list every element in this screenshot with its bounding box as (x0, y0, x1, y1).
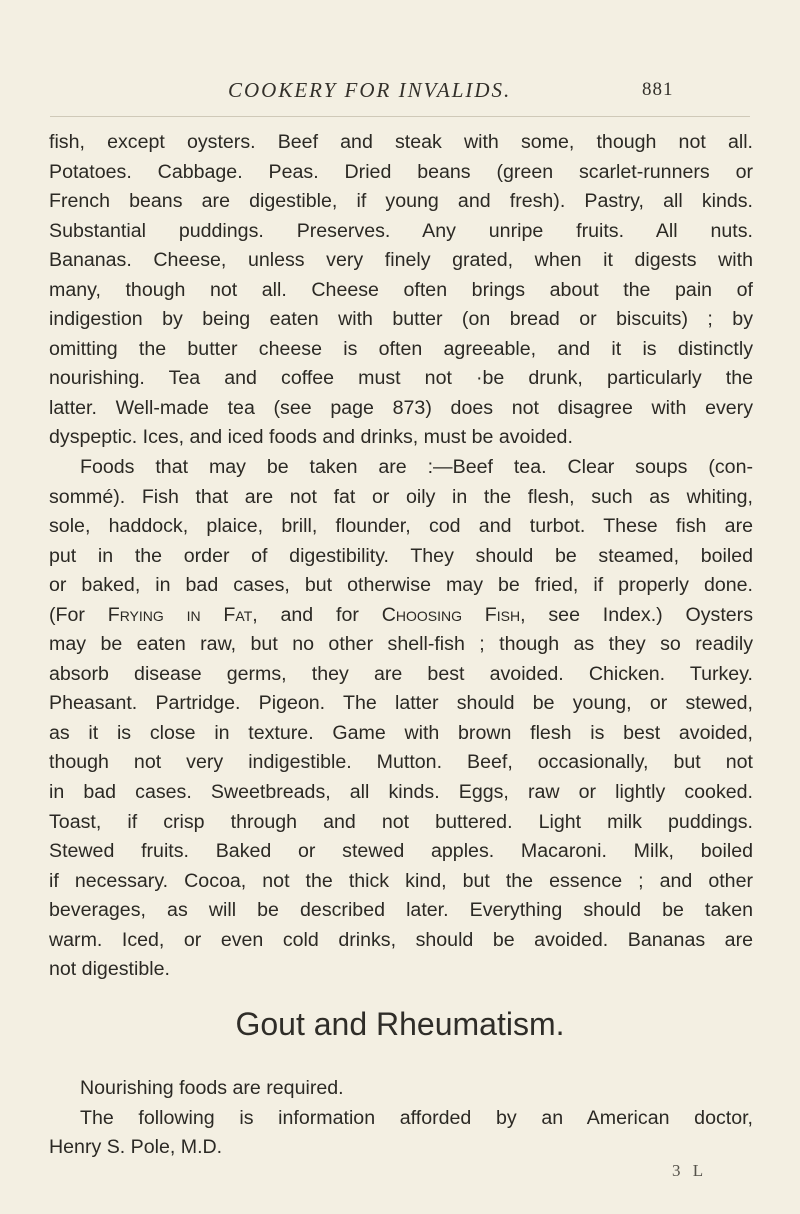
cross-reference: Choosing Fish (381, 603, 521, 626)
text-line: Stewed fruits. Baked or stewed apples. Macaroni. Milk, boiled (49, 840, 753, 863)
text-line: as it is close in texture. Game with brown flesh is best avoided, (49, 721, 753, 744)
body-text (49, 128, 753, 985)
cross-reference: Frying in Fat (107, 603, 253, 626)
text-segment: (For (49, 603, 108, 626)
text-line: latter. Well-made tea (see page 873) does not disagree with every (49, 396, 753, 419)
text-line: Foods that may be taken are :—Beef tea. Clear soups (con- (80, 456, 753, 479)
page-number: 881 (642, 79, 674, 100)
text-line: absorb disease germs, they are best avoided. Chicken. Turkey. (49, 662, 753, 685)
text-line: beverages, as will be described later. Everything should be taken (49, 899, 753, 922)
text-line: Substantial puddings. Preserves. Any unripe fruits. All nuts. (49, 219, 753, 242)
text-line: nourishing. Tea and coffee must not ·be drunk, particularly the (49, 367, 753, 390)
text-line: in bad cases. Sweetbreads, all kinds. Eggs, raw or lightly cooked. (49, 781, 753, 804)
text-line: French beans are digestible, if young and fresh). Pastry, all kinds. (49, 190, 753, 213)
text-segment: , and for (252, 603, 382, 626)
text-line: Bananas. Cheese, unless very finely grated, when it digests with (49, 249, 753, 272)
text-line: Pheasant. Partridge. Pigeon. The latter should be young, or stewed, (49, 692, 753, 715)
text-line: Potatoes. Cabbage. Peas. Dried beans (green scarlet-runners or (49, 160, 753, 183)
text-line: dyspeptic. Ices, and iced foods and drinks, must be avoided. (49, 426, 573, 449)
text-line: Toast, if crisp through and not buttered. Light milk puddings. (49, 810, 753, 833)
text-line: sole, haddock, plaice, brill, flounder, cod and turbot. These fish are (49, 515, 753, 538)
body-text-continued (49, 1074, 753, 1163)
text-line: not digestible. (49, 958, 170, 981)
text-line: fish, except oysters. Beef and steak with some, though not all. (49, 131, 753, 153)
running-title: COOKERY FOR INVALIDS. (228, 78, 512, 102)
header-rule (50, 116, 750, 117)
text-line: may be eaten raw, but no other shell-fish ; though as they so readily (49, 633, 753, 656)
text-line: or baked, in bad cases, but otherwise may be fried, if properly done. (49, 574, 753, 597)
text-line: The following is information afforded by an American doctor, (80, 1106, 753, 1129)
text-line: if necessary. Cocoa, not the thick kind, but the essence ; and other (49, 869, 753, 892)
text-line: Henry S. Pole, M.D. (49, 1136, 223, 1159)
signature-mark: 3 L (672, 1161, 708, 1180)
text-line: warm. Iced, or even cold drinks, should be avoided. Bananas are (49, 928, 753, 951)
text-segment: , see Index.) Oysters (520, 603, 753, 626)
section-heading: Gout and Rheumatism. (235, 1006, 565, 1042)
text-line: sommé). Fish that are not fat or oily in the flesh, such as whiting, (49, 485, 753, 508)
text-line: omitting the butter cheese is often agreeable, and it is distinctly (49, 337, 753, 360)
running-head (0, 78, 800, 108)
text-line: put in the order of digestibility. They should be steamed, boiled (49, 544, 753, 567)
text-line: many, though not all. Cheese often brings about the pain of (49, 278, 753, 301)
text-line: though not very indigestible. Mutton. Beef, occasionally, but not (49, 751, 753, 774)
text-line: Nourishing foods are required. (80, 1077, 344, 1099)
text-line (49, 601, 753, 631)
text-line: indigestion by being eaten with butter (on bread or biscuits) ; by (49, 308, 753, 331)
